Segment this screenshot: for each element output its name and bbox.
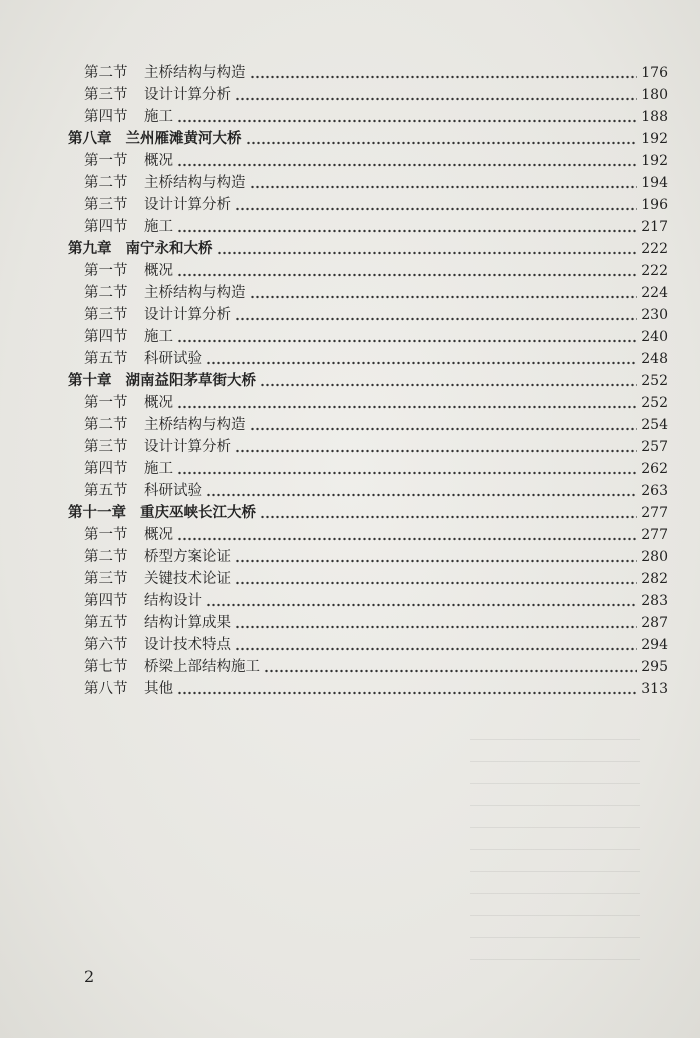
toc-entry-title: 概况	[144, 153, 173, 169]
toc-chapter-page: 252	[641, 373, 668, 389]
toc-entry-label: 第五节	[84, 483, 128, 499]
toc-chapter-label: 第九章	[68, 240, 112, 257]
toc-entry-label: 第一节	[84, 527, 128, 543]
toc-entry-title: 设计计算分析	[144, 307, 231, 323]
toc-entry[interactable]	[84, 147, 668, 171]
toc-entry-title: 概况	[144, 527, 173, 543]
toc-entry-label: 第四节	[84, 219, 128, 235]
toc-entry-page: 257	[641, 439, 668, 455]
toc-entry-page: 254	[641, 417, 668, 433]
toc-entry-page: 217	[641, 219, 668, 235]
toc-chapter-label: 第八章	[68, 130, 112, 147]
toc-entry-label: 第三节	[84, 197, 128, 213]
toc-chapter-label: 第十章	[68, 372, 112, 389]
toc-entry[interactable]	[84, 587, 668, 611]
toc-entry-label: 第四节	[84, 329, 128, 345]
toc-entry-page: 313	[641, 681, 668, 697]
toc-chapter[interactable]	[68, 235, 668, 259]
toc-entry-title: 施工	[144, 461, 173, 477]
toc-entry[interactable]	[84, 477, 668, 501]
toc-entry-title: 设计计算分析	[144, 197, 231, 213]
toc-entry-title: 施工	[144, 329, 173, 345]
toc-entry-label: 第一节	[84, 263, 128, 279]
toc-entry-label: 第四节	[84, 461, 128, 477]
toc-entry-label: 第五节	[84, 351, 128, 367]
toc-entry[interactable]	[84, 59, 668, 83]
toc-chapter[interactable]	[68, 125, 668, 149]
toc-entry-title: 施工	[144, 109, 173, 125]
toc-entry-title: 主桥结构与构造	[144, 175, 246, 191]
toc-entry[interactable]	[84, 323, 668, 347]
toc-entry[interactable]	[84, 213, 668, 237]
toc-entry[interactable]	[84, 81, 668, 105]
toc-entry-label: 第三节	[84, 307, 128, 323]
toc-entry-title: 设计技术特点	[144, 637, 231, 653]
toc-entry[interactable]	[84, 609, 668, 633]
toc-entry-label: 第二节	[84, 175, 128, 191]
toc-entry-page: 277	[641, 527, 668, 543]
toc-entry-label: 第三节	[84, 439, 128, 455]
toc-chapter-title: 重庆巫峡长江大桥	[140, 504, 256, 521]
toc-entry-title: 主桥结构与构造	[144, 285, 246, 301]
toc-entry-page: 248	[641, 351, 668, 367]
toc-entry-title: 桥梁上部结构施工	[144, 659, 260, 675]
toc-chapter[interactable]	[68, 367, 668, 391]
toc-entry[interactable]	[84, 433, 668, 457]
toc-entry-page: 240	[641, 329, 668, 345]
page-number: 2	[84, 967, 95, 986]
toc-entry-title: 科研试验	[144, 483, 202, 499]
toc-entry[interactable]	[84, 565, 668, 589]
toc-chapter-page: 192	[641, 131, 668, 147]
toc-entry[interactable]	[84, 279, 668, 303]
toc-entry-label: 第三节	[84, 87, 128, 103]
toc-entry-page: 263	[641, 483, 668, 499]
toc-entry-page: 280	[641, 549, 668, 565]
toc-entry-title: 概况	[144, 263, 173, 279]
toc-entry-title: 施工	[144, 219, 173, 235]
toc-entry-page: 282	[641, 571, 668, 587]
toc-chapter-page: 222	[641, 241, 668, 257]
toc-chapter-page: 277	[641, 505, 668, 521]
toc-entry-title: 桥型方案论证	[144, 549, 231, 565]
toc-entry[interactable]	[84, 257, 668, 281]
toc-entry-page: 194	[641, 175, 668, 191]
toc-entry[interactable]	[84, 543, 668, 567]
toc-entry[interactable]	[84, 345, 668, 369]
toc-entry[interactable]	[84, 103, 668, 127]
toc-entry-page: 222	[641, 263, 668, 279]
toc-entry-title: 其他	[144, 681, 173, 697]
toc-entry-label: 第二节	[84, 65, 128, 81]
toc-entry[interactable]	[84, 411, 668, 435]
toc-chapter-title: 兰州雁滩黄河大桥	[125, 130, 242, 147]
toc-entry-title: 关键技术论证	[144, 571, 231, 587]
toc-chapter-title: 南宁永和大桥	[125, 240, 213, 257]
dot-leader	[177, 685, 637, 699]
toc-entry-label: 第三节	[84, 571, 128, 587]
toc-entry-title: 主桥结构与构造	[144, 417, 246, 433]
toc-entry-title: 设计计算分析	[144, 87, 231, 103]
toc-entry-page: 188	[641, 109, 668, 125]
toc-entry-label: 第五节	[84, 615, 128, 631]
toc-entry-page: 295	[641, 659, 668, 675]
toc-entry-title: 主桥结构与构造	[144, 65, 246, 81]
toc-entry[interactable]	[84, 521, 668, 545]
toc-entry-label: 第八节	[84, 681, 128, 697]
toc-entry-label: 第四节	[84, 109, 128, 125]
toc-entry-page: 196	[641, 197, 668, 213]
toc-entry-page: 192	[641, 153, 668, 169]
toc-chapter-title: 湖南益阳茅草街大桥	[125, 372, 256, 389]
toc-entry-page: 262	[641, 461, 668, 477]
toc-entry-title: 科研试验	[144, 351, 202, 367]
toc-entry[interactable]	[84, 675, 668, 699]
toc-entry-page: 283	[641, 593, 668, 609]
toc-entry-page: 224	[641, 285, 668, 301]
toc-entry[interactable]	[84, 455, 668, 479]
toc-entry-page: 287	[641, 615, 668, 631]
toc-entry[interactable]	[84, 631, 668, 655]
toc-entry[interactable]	[84, 191, 668, 215]
toc-entry-page: 252	[641, 395, 668, 411]
toc-entry-label: 第一节	[84, 395, 128, 411]
toc-entry-label: 第二节	[84, 285, 128, 301]
toc-entry[interactable]	[84, 653, 668, 677]
toc-entry-title: 结构设计	[144, 593, 202, 609]
toc-entry-label: 第二节	[84, 549, 128, 565]
toc-chapter[interactable]	[68, 499, 668, 523]
toc-chapter-label: 第十一章	[68, 504, 126, 521]
toc-entry-label: 第七节	[84, 659, 128, 675]
toc-entry[interactable]	[84, 169, 668, 193]
toc-entry-title: 设计计算分析	[144, 439, 231, 455]
toc-entry-label: 第二节	[84, 417, 128, 433]
toc-entry-label: 第一节	[84, 153, 128, 169]
bleed-through-text	[470, 720, 640, 960]
toc-entry-label: 第四节	[84, 593, 128, 609]
toc-entry[interactable]	[84, 301, 668, 325]
toc-entry-page: 294	[641, 637, 668, 653]
toc-entry-title: 概况	[144, 395, 173, 411]
toc-entry-page: 230	[641, 307, 668, 323]
toc-entry-page: 180	[641, 87, 668, 103]
toc-entry[interactable]	[84, 389, 668, 413]
toc-entry-label: 第六节	[84, 637, 128, 653]
toc-entry-title: 结构计算成果	[144, 615, 231, 631]
toc-entry-page: 176	[641, 65, 668, 81]
